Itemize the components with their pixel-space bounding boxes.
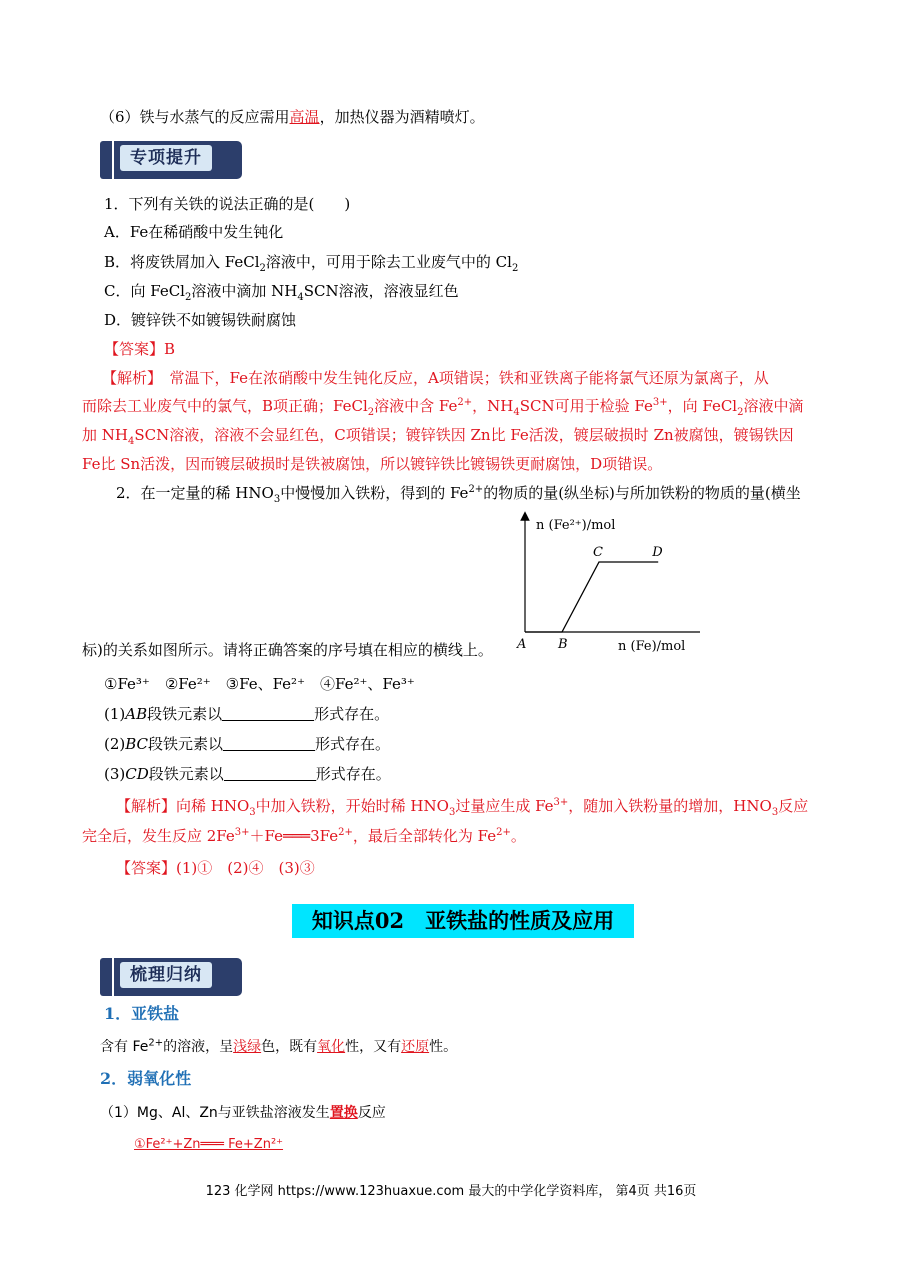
- answer-blank-1[interactable]: [222, 706, 314, 721]
- y-axis-label: n (Fe²⁺)/mol: [536, 518, 616, 533]
- section-2-equation: ①Fe²⁺+Zn═══ Fe+Zn²⁺: [134, 1137, 284, 1152]
- p2-q1: (1)AB段铁元素以 形式存在。: [104, 705, 390, 723]
- p1-explanation-line3: 加 $NH_4SCN$溶液，溶液不会显红色，C项错误；镀锌铁因 Zn比 Fe活泼，镀层破损时 Zn被腐蚀，镀锡铁因: [82, 426, 794, 447]
- section-2-title: 2．弱氧化性: [100, 1069, 192, 1088]
- p2-stem-line2: 标)的关系如图所示。请将正确答案的序号填在相应的横线上。: [82, 641, 493, 659]
- p1-explanation-line4: Fe比 Sn活泼，因而镀层破损时是铁被腐蚀，所以镀锌铁比镀锡铁更耐腐蚀，D项错误。: [82, 455, 663, 473]
- section-1-text: 含有 $Fe^{2+}$的溶液，呈浅绿色，既有氧化性，又有还原性。: [100, 1037, 458, 1055]
- point-label-A: A: [517, 637, 527, 652]
- answer-blank-2[interactable]: [223, 736, 315, 751]
- p1-stem: 1．下列有关铁的说法正确的是( ): [104, 195, 351, 213]
- answer-blank-3[interactable]: [224, 766, 316, 781]
- fe2-curve: [525, 562, 658, 632]
- p2-answer: 【答案】(1)① (2)④ (3)③: [116, 859, 315, 877]
- section-badge-practice: 专项提升: [100, 141, 242, 179]
- page-footer: 123 化学网 https://www.123huaxue.com 最大的中学化学资料库， 第4页 共16页: [205, 1184, 697, 1199]
- p1-option-c: C．向 FeCl$_2$溶液中滴加 $NH_4SCN$溶液，溶液显红色: [104, 282, 459, 303]
- p2-explanation-line1: 【解析】向稀 $HNO_3$中加入铁粉，开始时稀 $HNO_3$过量应生成 $Fe^{3+}$，随加入铁粉量的增加，$HNO_3$反应: [116, 797, 809, 818]
- fe-chart: [512, 510, 712, 658]
- point-label-C: C: [593, 545, 603, 560]
- point-label-D: D: [652, 545, 663, 560]
- p2-explanation-line2: 完全后，发生反应 $2Fe^{3+}+Fe═══3Fe^{2+}$，最后全部转化为 $Fe^{2+}$。: [82, 827, 526, 845]
- p1-explanation-line1: 【解析】 常温下，Fe在浓硝酸中发生钝化反应，A项错误；铁和亚铁离子能将氯气还原为氯离子，从: [102, 369, 769, 387]
- section-badge-summary: 梳理归纳: [100, 958, 242, 996]
- p2-stem-line1: 2．在一定量的稀 $HNO_3$中慢慢加入铁粉，得到的 $Fe^{2+}$的物质的量(纵坐标)与所加铁粉的物质的量(横坐: [116, 484, 801, 505]
- x-axis-label: n (Fe)/mol: [618, 639, 686, 654]
- p1-explanation-line2: 而除去工业废气中的氯气，B项正确；FeCl$_2$溶液中含 $Fe^{2+}$，$NH_4SCN$可用于检验 $Fe^{3+}$，向 FeCl$_2$溶液中滴: [82, 397, 804, 418]
- q6-line: （6）铁与水蒸气的反应需用高温，加热仪器为酒精喷灯。: [100, 108, 485, 126]
- p1-option-a: A．Fe在稀硝酸中发生钝化: [104, 223, 284, 241]
- section-1-title: 1．亚铁盐: [104, 1004, 180, 1023]
- knowledge-point-title: 知识点02 亚铁盐的性质及应用: [292, 904, 634, 938]
- section-2-line1: （1）Mg、Al、Zn与亚铁盐溶液发生置换反应: [100, 1105, 386, 1121]
- p2-options: ①Fe³⁺ ②Fe²⁺ ③Fe、Fe²⁺ ④Fe²⁺、Fe³⁺: [104, 675, 415, 693]
- p2-q2: (2)BC段铁元素以 形式存在。: [104, 735, 391, 753]
- p1-answer: 【答案】B: [104, 340, 176, 358]
- p2-q3: (3)CD段铁元素以 形式存在。: [104, 765, 391, 783]
- p1-option-d: D．镀锌铁不如镀锡铁耐腐蚀: [104, 311, 297, 329]
- p1-option-b: B．将废铁屑加入 FeCl$_2$溶液中，可用于除去工业废气中的 $Cl_2$: [104, 253, 519, 274]
- point-label-B: B: [558, 637, 568, 652]
